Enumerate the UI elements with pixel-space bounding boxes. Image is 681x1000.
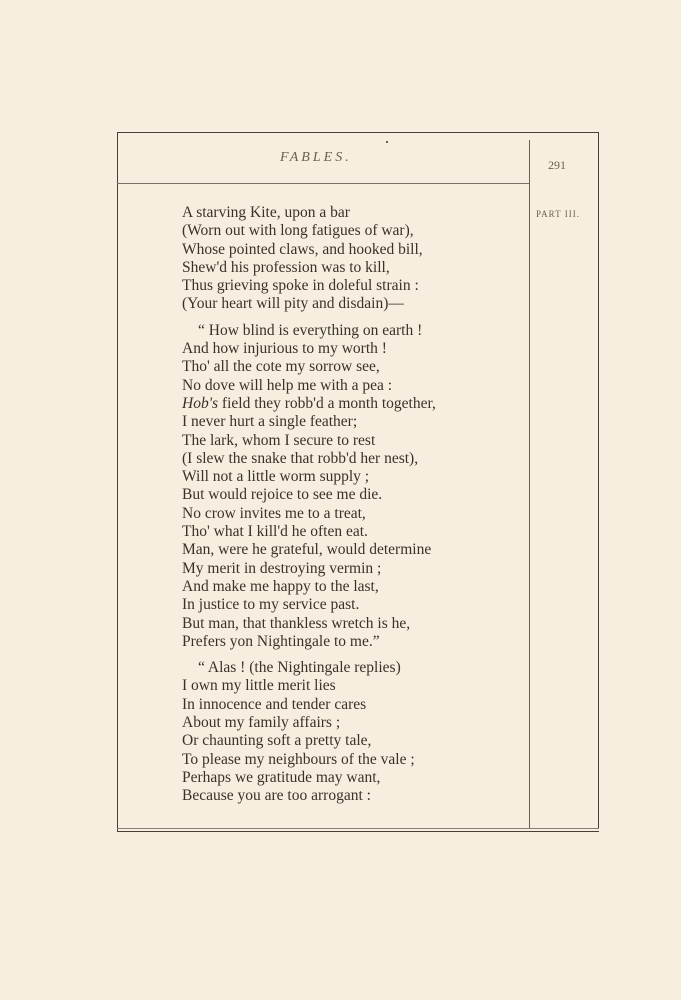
- stanza-2: [182, 322, 527, 651]
- poem-line: (I slew the snake that robb'd her nest),: [182, 449, 419, 467]
- poem-line: A starving Kite, upon a bar: [182, 204, 350, 221]
- poem-line: Man, were he grateful, would determine: [182, 541, 432, 559]
- poem-line: Tho' all the cote my sorrow see,: [182, 358, 380, 376]
- poem-line: But would rejoice to see me die.: [182, 486, 383, 504]
- running-head: FABLES.: [280, 150, 352, 165]
- poem-line: Prefers yon Nightingale to me.”: [182, 632, 380, 650]
- poem-line: To please my neighbours of the vale ;: [182, 750, 415, 768]
- frame-bottom-inner-rule: [117, 828, 599, 829]
- poem-line: About my family affairs ;: [182, 714, 341, 732]
- poem-line: Because you are too arrogant :: [182, 787, 371, 805]
- frame-right-rule: [598, 132, 599, 829]
- poem-line: Whose pointed claws, and hooked bill,: [182, 240, 423, 258]
- page-number: 291: [548, 158, 566, 172]
- poem-line: The lark, whom I secure to rest: [182, 431, 376, 449]
- poem-line: In justice to my service past.: [182, 596, 360, 614]
- italic-name: Hob's: [182, 394, 219, 412]
- poem-line: In innocence and tender cares: [182, 695, 367, 713]
- ornament-dot: [386, 141, 388, 143]
- poem-line: And make me happy to the last,: [182, 577, 379, 595]
- poem-line: Will not a little worm supply ;: [182, 468, 370, 486]
- poem-line: Tho' what I kill'd he often eat.: [182, 523, 368, 541]
- poem-line: I own my little merit lies: [182, 677, 336, 695]
- frame-top-rule: [117, 132, 599, 133]
- poem-line: (Your heart will pity and disdain)—: [182, 295, 404, 313]
- frame-bottom-rule: [117, 831, 599, 832]
- poem-line: Shew'd his profession was to kill,: [182, 258, 390, 276]
- poem-line: [182, 395, 527, 413]
- poem: [182, 204, 527, 806]
- poem-line: (Worn out with long fatigues of war),: [182, 222, 414, 240]
- stanza-1: [182, 204, 527, 314]
- frame-left-rule: [117, 132, 118, 832]
- poem-line: I never hurt a single feather;: [182, 413, 358, 431]
- poem-line: And how injurious to my worth !: [182, 340, 387, 358]
- poem-line: No crow invites me to a treat,: [182, 504, 366, 522]
- poem-line: “ How blind is everything on earth !: [198, 321, 423, 339]
- poem-line: My merit in destroying vermin ;: [182, 559, 382, 577]
- header-rule: [117, 183, 530, 184]
- poem-line: Or chaunting soft a pretty tale,: [182, 732, 372, 750]
- stanza-3: [182, 659, 527, 805]
- side-note: PART III.: [536, 209, 580, 219]
- margin-divider-rule: [529, 140, 530, 828]
- poem-line: Thus grieving spoke in doleful strain :: [182, 277, 419, 295]
- poem-line: But man, that thankless wretch is he,: [182, 614, 411, 632]
- poem-line: Perhaps we gratitude may want,: [182, 768, 381, 786]
- line-rest: field they robb'd a month together,: [218, 394, 436, 412]
- poem-line: No dove will help me with a pea :: [182, 376, 393, 394]
- poem-line: “ Alas ! (the Nightingale replies): [198, 659, 401, 677]
